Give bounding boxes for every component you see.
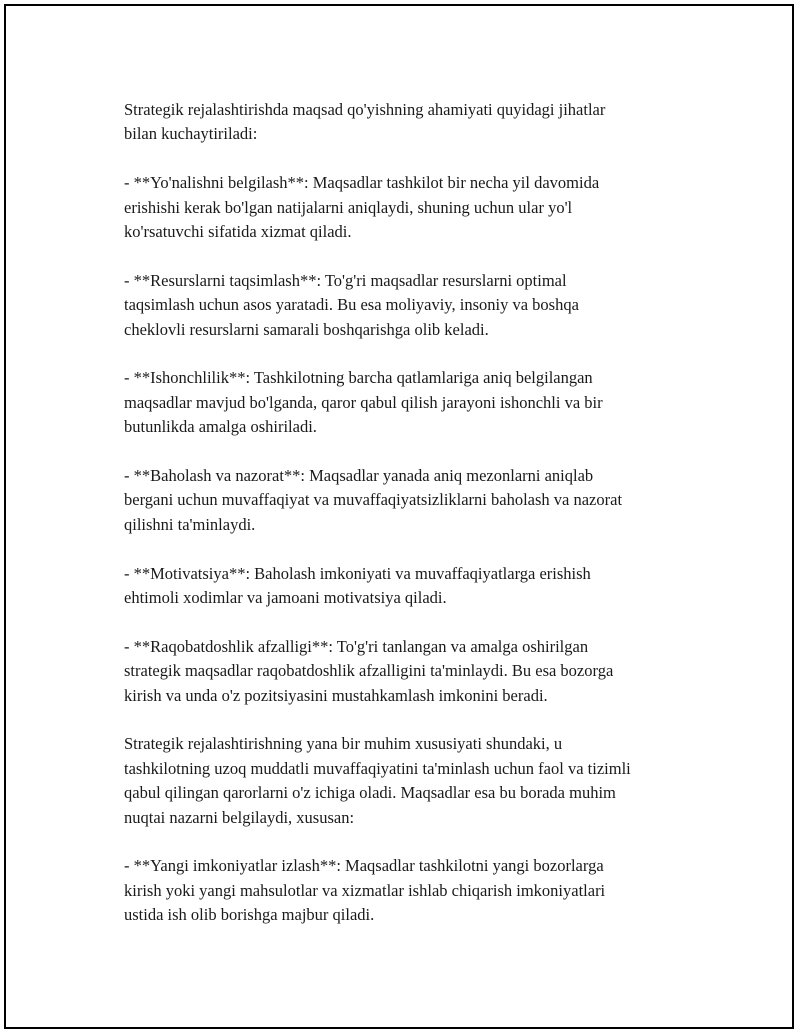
list-item-direction: - **Yo'nalishni belgilash**: Maqsadlar tashkilot bir necha yil davomida erishishi kerak bo'lgan natijalarni aniqlaydi, shuning uchun ular yo'l ko'rsatuvchi sifatida xizmat qiladi.	[124, 173, 600, 242]
list-item-resources: - **Resurslarni taqsimlash**: To'g'ri maqsadlar resurslarni optimal taqsimlash uchun asos yaratadi. Bu esa moliyaviy, insoniy va boshqa cheklovli resurslarni samarali boshqarishga olib keladi.	[124, 270, 579, 339]
document-body	[124, 98, 714, 952]
summary-paragraph: Strategik rejalashtirishning yana bir muhim xususiyati shundaki, u tashkilotning uzoq muddatli muvaffaqiyatini ta'minlash uchun faol va tizimli qabul qilingan qarorlarni o'z ichiga oladi. Maqsadlar esa bu borada muhim nuqtai nazarni belgilaydi, xususan:	[124, 734, 631, 827]
list-item-motivation: - **Motivatsiya**: Baholash imkoniyati va muvaffaqiyatlarga erishish ehtimoli xodimlar va jamoani motivatsiya qiladi.	[124, 563, 591, 608]
intro-paragraph: Strategik rejalashtirishda maqsad qo'yishning ahamiyati quyidagi jihatlar bilan kuchaytiriladi:	[124, 100, 606, 144]
list-item-competitiveness: - **Raqobatdoshlik afzalligi**: To'g'ri tanlangan va amalga oshirilgan strategik maqsadlar raqobatdoshlik afzalligini ta'minlaydi. Bu esa bozorga kirish va unda o'z pozitsiyasini mustahkamlash imkonini beradi.	[124, 636, 614, 705]
list-item-evaluation: - **Baholash va nazorat**: Maqsadlar yanada aniq mezonlarni aniqlab bergani uchun muvaffaqiyat va muvaffaqiyatsizliklarni baholash va nazorat qilishni ta'minlaydi.	[124, 466, 623, 534]
list-item-opportunities: - **Yangi imkoniyatlar izlash**: Maqsadlar tashkilotni yangi bozorlarga kirish yoki yangi mahsulotlar va xizmatlar ishlab chiqarish imkoniyatlari ustida ish olib borishga majbur qiladi.	[124, 856, 606, 925]
page-frame	[4, 4, 794, 1029]
list-item-reliability: - **Ishonchlilik**: Tashkilotning barcha qatlamlariga aniq belgilangan maqsadlar mavjud bo'lganda, qaror qabul qilish jarayoni ishonchli va bir butunlikda amalga oshiriladi.	[124, 368, 603, 437]
